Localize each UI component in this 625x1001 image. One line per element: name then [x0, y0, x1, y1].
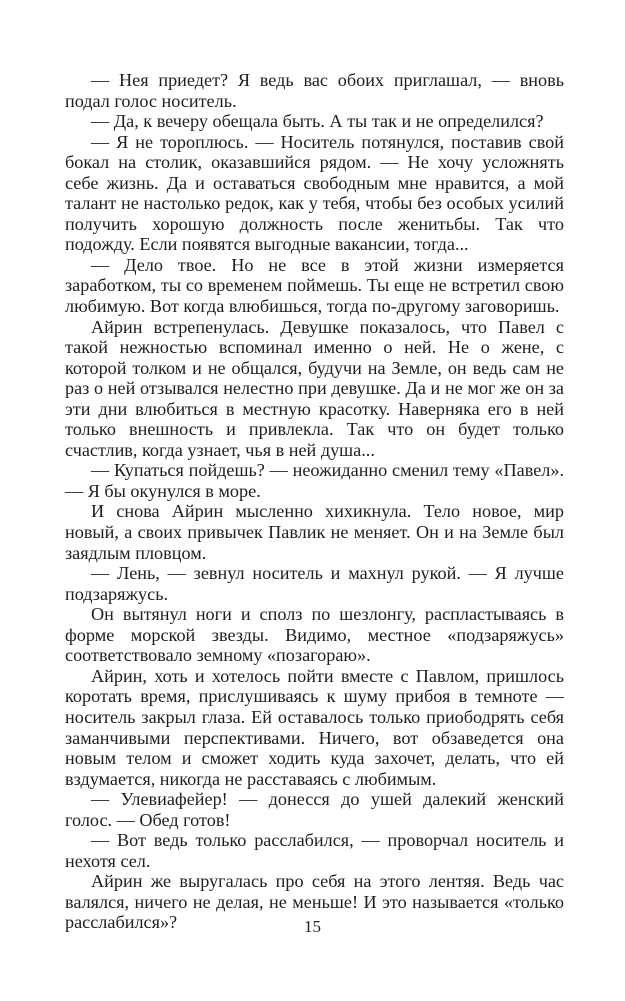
paragraph-7: И снова Айрин мысленно хихикнула. Тело новое, мир новый, а своих привычек Павлик не меняет. Он и на Земле был заядлым пловцом.	[65, 501, 564, 563]
page-number: 15	[304, 917, 321, 936]
paragraph-9: Он вытянул ноги и сполз по шезлонгу, распластываясь в форме морской звезды. Видимо, местное «подзаряжусь» соответствовало земному «позагораю».	[65, 604, 564, 666]
paragraph-2: — Да, к вечеру обещала быть. А ты так и не определился?	[91, 111, 544, 132]
paragraph-12: — Вот ведь только расслабился, — проворчал носитель и нехотя сел.	[65, 830, 564, 871]
paragraph-5: Айрин встрепенулась. Девушке показалось, что Павел с такой нежностью вспоминал именно о ней. Не о жене, с которой толком и не общался, будучи на Земле, он ведь сам не раз о ней отзывался нелестно при девушке. Да и не мог же он за эти дни влюбиться в местную красотку. Наверняка его в ней только внешность и привлекла. Так что он будет только счастлив, когда узнает, чья в ней душа...	[65, 316, 564, 460]
paragraph-3: — Я не тороплюсь. — Носитель потянулся, поставив свой бокал на столик, оказавшийся рядом. — Не хочу усложнять себе жизнь. Да и оставаться свободным мне нравится, а мой талант не настолько редок, как у тебя, чтобы без особых усилий получить хорошую должность после женитьбы. Так что подожду. Если появятся выгодные вакансии, тогда...	[65, 131, 564, 255]
paragraph-6: — Купаться пойдешь? — неожиданно сменил тему «Павел». — Я бы окунулся в море.	[65, 460, 564, 501]
body-text	[65, 70, 564, 933]
paragraph-8: — Лень, — зевнул носитель и махнул рукой. — Я лучше подзаряжусь.	[65, 563, 564, 604]
paragraph-13: Айрин же выругалась про себя на этого лентяя. Ведь час валялся, ничего не делая, не меньше! И это называется «только расслабился»?	[65, 871, 564, 933]
paragraph-11: — Улевиафейер! — донесся до ушей далекий женский голос. — Обед готов!	[65, 789, 564, 830]
paragraph-1: — Нея приедет? Я ведь вас обоих приглашал, — вновь подал голос носитель.	[65, 70, 564, 111]
paragraph-10: Айрин, хоть и хотелось пойти вместе с Павлом, пришлось коротать время, прислушиваясь к шуму прибоя в темноте — носитель закрыл глаза. Ей оставалось только приободрять себя заманчивыми перспективами. Ничего, вот обзаведется она новым телом и сможет ходить куда захочет, делать, что ей вздумается, никогда не расставаясь с любимым.	[65, 665, 564, 789]
paragraph-4: — Дело твое. Но не все в этой жизни измеряется заработком, ты со временем поймешь. Ты еще не встретил свою любимую. Вот когда влюбишься, тогда по-другому заговоришь.	[65, 254, 564, 317]
